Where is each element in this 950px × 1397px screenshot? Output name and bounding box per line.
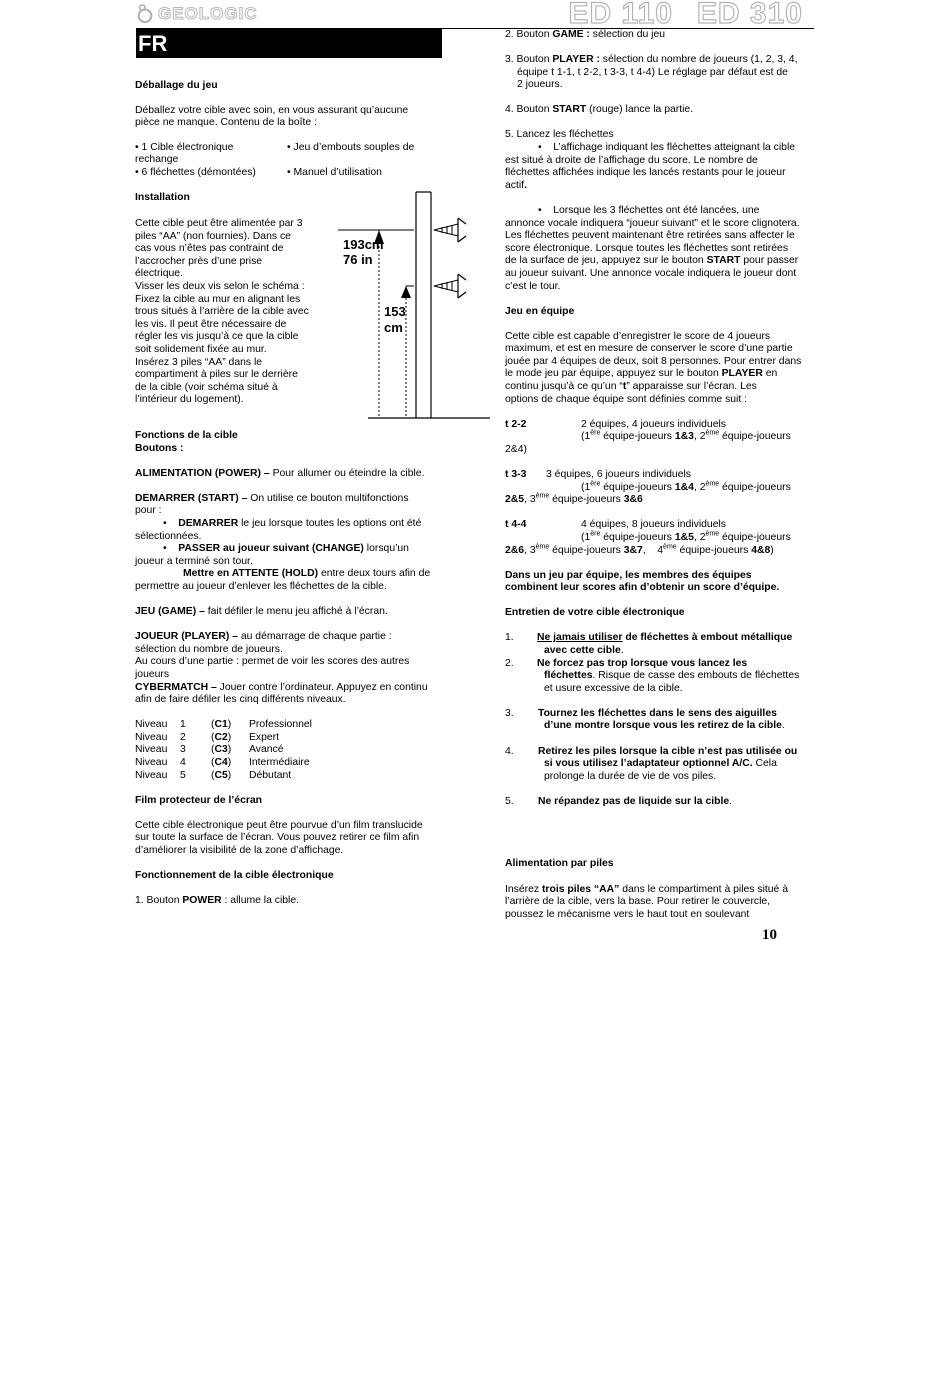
team-sup: ère bbox=[590, 480, 601, 488]
levels-table bbox=[135, 719, 450, 782]
team-text: équipe-joueurs bbox=[719, 531, 791, 543]
team-sup: ère bbox=[590, 429, 601, 437]
install-line: trous situés à l’arrière de la cible avec bbox=[135, 306, 309, 318]
team-sup: ème bbox=[705, 429, 720, 437]
team-text: équipe-joueurs bbox=[719, 431, 791, 443]
level-row: Niveau 5 (C5) Débutant bbox=[135, 769, 292, 781]
box-item: • 1 Cible électronique bbox=[135, 141, 234, 153]
right-column bbox=[505, 29, 817, 921]
buttons-heading: Boutons : bbox=[135, 442, 184, 454]
care-num: 3. bbox=[505, 707, 514, 719]
level-row: Niveau 3 (C3) Avancé bbox=[135, 744, 284, 756]
install-line: les vis. Il peut être nécessaire de bbox=[135, 318, 287, 330]
team-text: (1 bbox=[581, 531, 591, 543]
op1-desc: : allume la cible. bbox=[221, 895, 300, 907]
start-desc: On utilise ce bouton multifonctions bbox=[247, 492, 409, 504]
team-text: , 2 bbox=[693, 481, 706, 493]
level-code: C3 bbox=[214, 744, 228, 756]
team-players: 1&4 bbox=[674, 481, 694, 493]
care-text: et usure excessive de la cible. bbox=[544, 682, 683, 694]
brand-logo bbox=[136, 2, 258, 26]
op5-text: c’est le tour. bbox=[505, 280, 561, 292]
care-bold: Retirez les piles lorsque la cible n’est pas utilisée ou bbox=[538, 745, 798, 757]
player-desc-4: joueurs bbox=[135, 668, 170, 680]
care-text: . bbox=[729, 795, 733, 807]
team-text: le mode jeu par équipe, appuyez sur le bouton bbox=[505, 368, 722, 380]
op5-text: est situé à droite de l’affichage du score. Le nombre de bbox=[505, 154, 758, 166]
level-num: 5 bbox=[180, 769, 186, 781]
level-code: C2 bbox=[214, 731, 228, 743]
start-label: DEMARRER (START) – bbox=[135, 492, 248, 504]
level-code: C5 bbox=[214, 769, 228, 781]
op3-desc-3: 2 joueurs. bbox=[517, 79, 563, 91]
team-text: équipe-joueurs bbox=[549, 494, 624, 506]
model-name-1: ED 110 bbox=[568, 0, 673, 30]
team-player-button: PLAYER bbox=[721, 368, 763, 380]
care-text: . bbox=[620, 644, 624, 656]
op5-start-button: START bbox=[706, 255, 741, 267]
game-desc: fait défiler le menu jeu affiché à l’écran. bbox=[204, 606, 388, 618]
team-sup: ère bbox=[590, 530, 601, 538]
level-name: Niveau bbox=[135, 744, 168, 756]
team-sup: ème bbox=[535, 492, 550, 500]
op3-desc-2: équipe t 1-1, t 2-2, t 3-3, t 4-4) Le réglage par défaut est de bbox=[517, 66, 788, 78]
level-label: Professionnel bbox=[249, 719, 312, 731]
functions-heading: Fonctions de la cible bbox=[135, 430, 238, 441]
install-text bbox=[135, 218, 325, 407]
hold-option-desc: entre deux tours afin de bbox=[318, 568, 431, 580]
care-item-3 bbox=[505, 708, 817, 733]
unpack-text-2: pièce ne manque. Contenu de la boîte : bbox=[135, 117, 317, 129]
team-text: équipe-joueurs bbox=[600, 531, 675, 543]
team-players: 3&7 bbox=[623, 544, 643, 556]
box-row bbox=[135, 142, 445, 155]
game-label: JEU (GAME) – bbox=[135, 606, 205, 618]
start-desc-2: pour : bbox=[135, 505, 162, 517]
battery-text: Insérez bbox=[505, 883, 542, 895]
team-text: équipe-joueurs bbox=[600, 481, 675, 493]
brand-name: GEOLOGIC bbox=[158, 3, 258, 23]
team-text: options de chaque équipe sont définies comme suit : bbox=[505, 393, 748, 405]
height-label-153: 153 bbox=[384, 304, 406, 319]
cybermatch-desc-2: afin de faire défiler les cinq différents niveaux. bbox=[135, 694, 346, 706]
care-item-2 bbox=[505, 658, 817, 696]
op3-desc: sélection du nombre de joueurs (1, 2, 3, 4, bbox=[599, 54, 798, 66]
op5-title: 5. Lancez les fléchettes bbox=[505, 129, 614, 141]
team-heading: Jeu en équipe bbox=[505, 305, 575, 317]
left-column bbox=[135, 80, 445, 204]
battery-text: poussez le mécanisme vers le haut tout en soulevant bbox=[505, 908, 750, 920]
bullet: • bbox=[163, 543, 179, 555]
operation-heading: Fonctionnement de la cible électronique bbox=[135, 870, 334, 882]
box-item: • 6 fléchettes (démontées) bbox=[135, 166, 256, 178]
power-desc: Pour allumer ou éteindre la cible. bbox=[269, 467, 425, 479]
level-num: 2 bbox=[180, 731, 186, 743]
box-contents-list bbox=[135, 142, 445, 180]
change-option-label: PASSER au joueur suivant (CHANGE) bbox=[178, 543, 364, 555]
care-bold: Ne répandez pas de liquide sur la cible bbox=[538, 795, 730, 807]
install-line: cas vous n’êtes pas contraint de bbox=[135, 243, 284, 255]
op4-prefix: 4. Bouton bbox=[505, 104, 553, 116]
op3-prefix: 3. Bouton bbox=[505, 54, 553, 66]
team-text: , 2 bbox=[693, 431, 706, 443]
team-text: ” apparaisse sur l’écran. Les bbox=[626, 381, 757, 393]
care-bold: si vous utilisez l’adaptateur optionnel A/C. bbox=[544, 758, 753, 770]
care-num: 5. bbox=[505, 795, 514, 807]
install-line: électrique. bbox=[135, 268, 183, 280]
bullet: • bbox=[538, 142, 554, 154]
op1-prefix: 1. Bouton bbox=[135, 895, 183, 907]
team-players: 2&6 bbox=[505, 544, 525, 556]
install-line: Visser les deux vis selon le schéma : bbox=[135, 280, 305, 292]
screw-icon bbox=[434, 274, 466, 298]
level-name: Niveau bbox=[135, 756, 168, 768]
level-row: Niveau 2 (C2) Expert bbox=[135, 731, 280, 743]
care-bold: de fléchettes à embout métallique bbox=[622, 632, 793, 644]
install-line: l’intérieur du logement). bbox=[135, 394, 244, 406]
care-item-1 bbox=[505, 632, 817, 657]
care-text: . bbox=[781, 720, 785, 732]
bullet: • bbox=[163, 517, 179, 529]
team-text: équipe-joueurs bbox=[600, 431, 675, 443]
team-option-t22 bbox=[505, 419, 817, 457]
op2-button: GAME : bbox=[552, 29, 590, 40]
care-item-4 bbox=[505, 746, 817, 784]
box-row bbox=[135, 154, 445, 167]
power-label: ALIMENTATION (POWER) – bbox=[135, 467, 270, 479]
team-option-label: t 3-3 bbox=[505, 469, 527, 481]
mounting-diagram bbox=[330, 188, 495, 424]
op5-text: de la surface de jeu, appuyez sur le bouton bbox=[505, 255, 707, 267]
film-text: Cette cible électronique peut être pourvue d’un film translucide bbox=[135, 819, 423, 831]
height-label-cm-2: cm bbox=[384, 320, 403, 335]
cybermatch-desc: Jouer contre l’ordinateur. Appuyez en continu bbox=[216, 681, 428, 693]
player-desc-3: Au cours d’une partie : permet de voir les scores des autres bbox=[135, 656, 410, 668]
op5-text: fléchettes affichées indique les lancés restants pour le joueur bbox=[505, 167, 786, 179]
team-players: 1&3 bbox=[674, 431, 694, 443]
page-number: 10 bbox=[762, 927, 777, 943]
care-bold: fléchettes bbox=[544, 670, 593, 682]
team-text: équipe-joueurs bbox=[676, 544, 752, 556]
install-line: soit solidement fixée au mur. bbox=[135, 343, 267, 355]
change-option-desc: lorsqu’un bbox=[363, 543, 409, 555]
language-badge bbox=[136, 29, 442, 58]
team-note: Dans un jeu par équipe, les membres des équipes bbox=[505, 569, 752, 581]
care-num: 1. bbox=[505, 632, 514, 644]
care-num: 4. bbox=[505, 745, 514, 757]
box-item: • Jeu d’embouts souples de bbox=[287, 141, 415, 153]
care-text: . Risque de casse des embouts de fléchettes bbox=[592, 670, 800, 682]
level-name: Niveau bbox=[135, 719, 168, 731]
care-text: Cela bbox=[752, 758, 777, 770]
install-heading: Installation bbox=[135, 191, 190, 203]
team-option-t33 bbox=[505, 469, 817, 507]
functions-section bbox=[135, 430, 450, 908]
team-t-symbol: t bbox=[622, 381, 627, 393]
team-text: , 3 bbox=[524, 494, 536, 506]
level-label: Expert bbox=[249, 731, 280, 743]
team-text: jouée par 4 équipes de deux, soit 8 personnes. Pour entrer dans bbox=[505, 355, 802, 367]
team-text: équipe-joueurs bbox=[719, 481, 791, 493]
level-row: Niveau 1 (C1) Professionnel bbox=[135, 719, 312, 731]
height-label-in: 76 in bbox=[343, 252, 373, 267]
team-text: continu jusqu’à ce qu’un “ bbox=[505, 381, 623, 393]
battery-text: l’arrière de la cible, vers la base. Pour retirer le couvercle, bbox=[505, 896, 771, 908]
height-label-cm: 193cm bbox=[343, 237, 384, 252]
level-name: Niveau bbox=[135, 731, 168, 743]
level-code: C1 bbox=[214, 719, 228, 731]
op5-text: L’affichage indiquant les fléchettes atteignant la cible bbox=[553, 142, 796, 154]
op5-text: score électronique. Lorsque toutes les fléchettes sont retirées bbox=[505, 242, 789, 254]
start-option-desc-2: sélectionnées. bbox=[135, 530, 202, 542]
film-text: d’améliorer la visibilité de la zone d’affichage. bbox=[135, 844, 344, 856]
install-line: régler les vis jusqu’à ce que la cible bbox=[135, 331, 299, 343]
hold-option-label: Mettre en ATTENTE (HOLD) bbox=[183, 568, 319, 580]
team-players: 3&6 bbox=[623, 494, 643, 506]
team-text: en bbox=[762, 368, 778, 380]
battery-heading: Alimentation par piles bbox=[505, 858, 614, 870]
team-sup: ème bbox=[663, 543, 677, 551]
team-text: , 2 bbox=[693, 531, 706, 543]
team-option-label: t 2-2 bbox=[505, 418, 527, 430]
team-text: (1 bbox=[581, 431, 591, 443]
geologic-logo-icon bbox=[136, 4, 154, 24]
level-label: Avancé bbox=[249, 744, 284, 756]
care-bold: Ne forcez pas trop lorsque vous lancez les bbox=[537, 657, 748, 669]
team-text: équipe-joueurs bbox=[549, 544, 624, 556]
install-line: compartiment à piles sur le derrière bbox=[135, 369, 298, 381]
player-desc-2: sélection du nombre de joueurs. bbox=[135, 643, 283, 655]
level-row: Niveau 4 (C4) Intermédiaire bbox=[135, 756, 310, 768]
team-text: 2&4) bbox=[505, 443, 527, 455]
op5-text: actif bbox=[505, 179, 525, 191]
care-bold: avec cette cible bbox=[544, 644, 621, 656]
level-num: 3 bbox=[180, 744, 186, 756]
team-text: ) bbox=[770, 544, 774, 556]
install-line: piles “AA” (non fournies). Dans ce bbox=[135, 230, 291, 242]
model-names bbox=[569, 0, 804, 28]
team-players: 1&5 bbox=[674, 531, 694, 543]
hold-option-desc-2: permettre au joueur d’enlever les fléchettes de la cible. bbox=[135, 580, 387, 592]
film-heading: Film protecteur de l’écran bbox=[135, 794, 263, 806]
team-text: (1 bbox=[581, 481, 591, 493]
team-option-label: t 4-4 bbox=[505, 519, 527, 531]
battery-text: dans le compartiment à piles situé à bbox=[619, 883, 788, 895]
language-label: FR bbox=[138, 31, 168, 56]
op5-text-dot: . bbox=[524, 179, 527, 191]
level-label: Intermédiaire bbox=[249, 756, 310, 768]
care-text: prolonge la durée de vie de vos piles. bbox=[544, 770, 717, 782]
op4-button: START bbox=[552, 104, 587, 116]
op2-prefix: 2. Bouton bbox=[505, 29, 553, 40]
level-num: 1 bbox=[180, 719, 186, 731]
bullet: • bbox=[538, 204, 554, 216]
team-sup: ème bbox=[705, 480, 720, 488]
team-option-desc: 4 équipes, 8 joueurs individuels bbox=[581, 519, 726, 531]
unpack-heading: Déballage du jeu bbox=[135, 80, 218, 91]
team-option-desc: 2 équipes, 4 joueurs individuels bbox=[581, 418, 726, 430]
model-name-2: ED 310 bbox=[696, 0, 803, 30]
start-option-label: DEMARRER bbox=[178, 517, 239, 529]
install-line: Cette cible peut être alimentée par 3 bbox=[135, 218, 303, 229]
op5-text: Les fléchettes peuvent maintenant être retirées sans affecter le bbox=[505, 230, 795, 242]
box-item: rechange bbox=[135, 154, 179, 166]
team-note: combinent leur scores afin d’obtenir un score d’équipe. bbox=[505, 582, 780, 594]
cybermatch-label: CYBERMATCH – bbox=[135, 681, 217, 693]
op5-text: Lorsque les 3 fléchettes ont été lancées, une bbox=[553, 204, 760, 216]
care-heading: Entretien de votre cible électronique bbox=[505, 607, 685, 619]
team-text: , 3 bbox=[524, 544, 536, 556]
team-option-desc: 3 équipes, 6 joueurs individuels bbox=[546, 469, 691, 481]
level-label: Débutant bbox=[249, 769, 292, 781]
start-option-desc: le jeu lorsque toutes les options ont été bbox=[238, 517, 422, 529]
install-line: Insérez 3 piles “AA” dans le bbox=[135, 356, 263, 368]
battery-bold: trois piles “AA” bbox=[541, 883, 620, 895]
op1-button: POWER bbox=[182, 895, 222, 907]
level-num: 4 bbox=[180, 756, 186, 768]
install-line: l’accrocher près d’une prise bbox=[135, 255, 263, 267]
level-code: C4 bbox=[214, 756, 228, 768]
box-item: • Manuel d’utilisation bbox=[287, 166, 382, 178]
team-sup: ème bbox=[705, 530, 720, 538]
op5-text: pour passer bbox=[740, 255, 799, 267]
team-sup: ème bbox=[535, 543, 550, 551]
team-players: 4&8 bbox=[751, 544, 771, 556]
box-row bbox=[135, 167, 445, 180]
op3-button: PLAYER : bbox=[552, 54, 600, 66]
op4-desc: (rouge) lance la partie. bbox=[586, 104, 694, 116]
level-name: Niveau bbox=[135, 769, 168, 781]
care-underlined: Ne jamais utiliser bbox=[537, 632, 623, 644]
care-bold: Tournez les fléchettes dans le sens des aiguilles bbox=[538, 707, 777, 719]
screw-icon bbox=[434, 218, 466, 242]
team-text: , 4 bbox=[642, 544, 664, 556]
unpack-text-1: Déballez votre cible avec soin, en vous assurant qu’aucune bbox=[135, 104, 409, 116]
op5-text: annonce vocale indiquera “joueur suivant” et le score clignotera. bbox=[505, 217, 800, 229]
team-text: Cette cible est capable d’enregistrer le score de 4 joueurs bbox=[505, 330, 771, 342]
team-option-t44 bbox=[505, 519, 817, 557]
team-players: 2&5 bbox=[505, 494, 525, 506]
player-desc: au démarrage de chaque partie : bbox=[237, 631, 392, 643]
care-item-5 bbox=[505, 796, 817, 809]
change-option-desc-2: joueur a terminé son tour. bbox=[135, 555, 253, 567]
player-label: JOUEUR (PLAYER) – bbox=[135, 631, 238, 643]
film-text: sur toute la surface de l’écran. Vous pouvez retirer ce film afin bbox=[135, 832, 420, 844]
care-bold: d’une montre lorsque vous les retirez de la cible bbox=[544, 720, 782, 732]
op5-text: au joueur suivant. Une annonce vocale indiquera le joueur dont bbox=[505, 267, 797, 279]
op2-desc: sélection du jeu bbox=[589, 29, 665, 40]
care-num: 2. bbox=[505, 657, 514, 669]
install-line: de la cible (voir schéma situé à bbox=[135, 381, 278, 393]
team-text: maximum, et est en mesure de conserver le score d’une partie bbox=[505, 343, 793, 355]
install-line: Fixez la cible au mur en alignant les bbox=[135, 293, 301, 305]
